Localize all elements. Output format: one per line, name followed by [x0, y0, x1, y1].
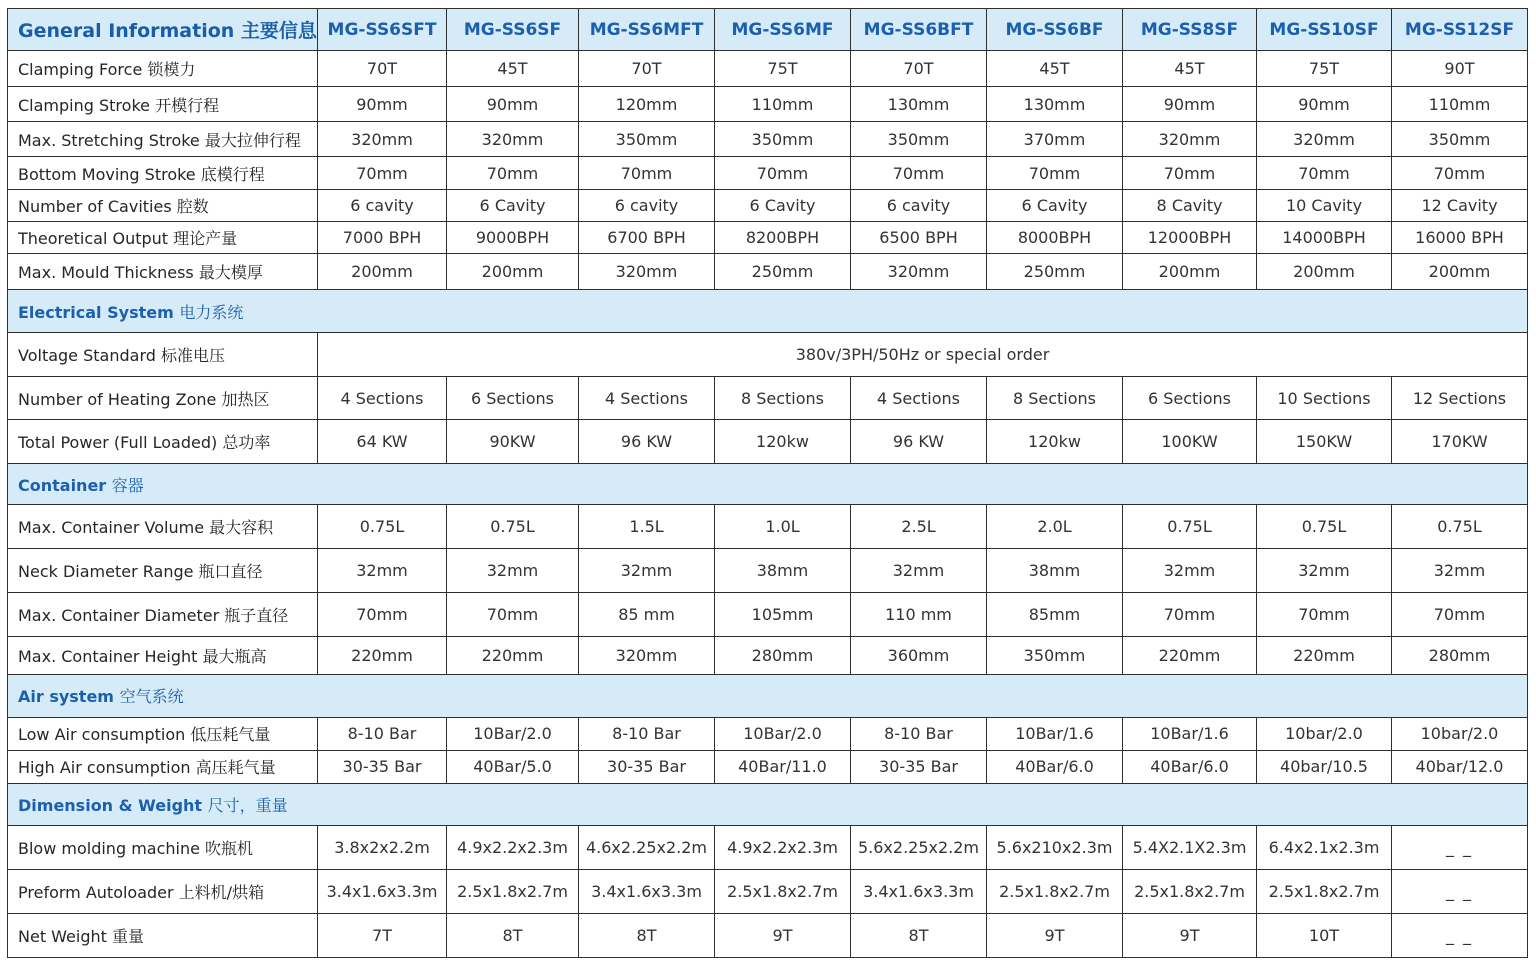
section-title-cn: 电力系统 [179, 302, 244, 322]
section-title-cn: 尺寸，重量 [207, 795, 288, 815]
cell-value: 120mm [579, 87, 715, 122]
cell-value: 10 Sections [1257, 377, 1392, 420]
table-row [8, 592, 1528, 636]
cell-value: 85 mm [579, 592, 715, 636]
cell-value: 90T [1392, 51, 1528, 87]
general-info-title: General Information 主要信息 [8, 9, 318, 51]
cell-value: 320mm [579, 636, 715, 674]
cell-value: 370mm [987, 122, 1123, 157]
section-title-en: Air system [18, 687, 114, 707]
section-header-air [8, 674, 1528, 717]
cell-value: 9T [715, 913, 851, 957]
cell-value: 7000 BPH [318, 222, 447, 254]
cell-value: 0.75L [1392, 505, 1528, 549]
row-label: Max. Mould Thickness 最大模厚 [8, 254, 318, 290]
table-row [8, 377, 1528, 420]
cell-value: 10Bar/1.6 [987, 717, 1123, 750]
cell-value: 320mm [579, 254, 715, 290]
cell-value: 8T [579, 913, 715, 957]
cell-value: 70T [851, 51, 987, 87]
cell-value: 4 Sections [318, 377, 447, 420]
cell-value: 70mm [1257, 592, 1392, 636]
row-label: Max. Stretching Stroke 最大拉伸行程 [8, 122, 318, 157]
cell-value: 120kw [987, 420, 1123, 464]
section-header-electrical [8, 290, 1528, 333]
cell-value: 4.9x2.2x2.3m [447, 825, 579, 869]
cell-value: 40Bar/6.0 [987, 750, 1123, 783]
cell-value: 100KW [1123, 420, 1257, 464]
table-row [8, 420, 1528, 464]
cell-value: 70mm [715, 157, 851, 190]
model-header: MG-SS12SF [1392, 9, 1528, 51]
cell-value: 2.5x1.8x2.7m [715, 869, 851, 913]
cell-value: 110mm [1392, 87, 1528, 122]
cell-value: 280mm [1392, 636, 1528, 674]
cell-value: 90mm [318, 87, 447, 122]
cell-value: 8000BPH [987, 222, 1123, 254]
cell-value: 110 mm [851, 592, 987, 636]
cell-value: 32mm [1392, 549, 1528, 592]
cell-value: 9T [987, 913, 1123, 957]
cell-value: 1.0L [715, 505, 851, 549]
spec-table [7, 8, 1528, 958]
cell-value: 350mm [987, 636, 1123, 674]
cell-value: 40bar/10.5 [1257, 750, 1392, 783]
cell-value: 64 KW [318, 420, 447, 464]
voltage-value: 380v/3PH/50Hz or special order [318, 333, 1528, 377]
cell-value: 40Bar/5.0 [447, 750, 579, 783]
cell-value: 8 Cavity [1123, 190, 1257, 222]
cell-value: 0.75L [447, 505, 579, 549]
table-row [8, 190, 1528, 222]
cell-value: 8-10 Bar [579, 717, 715, 750]
cell-value: 320mm [318, 122, 447, 157]
cell-value: 6.4x2.1x2.3m [1257, 825, 1392, 869]
cell-value: _ _ [1392, 825, 1528, 869]
cell-value: 200mm [1123, 254, 1257, 290]
cell-value: _ _ [1392, 869, 1528, 913]
cell-value: 2.5x1.8x2.7m [447, 869, 579, 913]
cell-value: 2.5x1.8x2.7m [987, 869, 1123, 913]
cell-value: 70mm [1123, 592, 1257, 636]
cell-value: 40bar/12.0 [1392, 750, 1528, 783]
cell-value: 70T [579, 51, 715, 87]
cell-value: 200mm [1257, 254, 1392, 290]
section-title-en: Dimension & Weight [18, 795, 203, 815]
cell-value: 32mm [318, 549, 447, 592]
cell-value: 350mm [1392, 122, 1528, 157]
cell-value: 2.0L [987, 505, 1123, 549]
cell-value: 32mm [447, 549, 579, 592]
row-label: Number of Heating Zone 加热区 [8, 377, 318, 420]
header-row [8, 9, 1528, 51]
cell-value: 6 cavity [318, 190, 447, 222]
cell-value: 70mm [1257, 157, 1392, 190]
table-row [8, 333, 1528, 377]
cell-value: 320mm [447, 122, 579, 157]
model-header: MG-SS6MF [715, 9, 851, 51]
cell-value: 32mm [1123, 549, 1257, 592]
cell-value: 90mm [1257, 87, 1392, 122]
cell-value: 75T [1257, 51, 1392, 87]
cell-value: 320mm [1123, 122, 1257, 157]
cell-value: 6 Cavity [447, 190, 579, 222]
cell-value: 30-35 Bar [318, 750, 447, 783]
section-title-cn: 空气系统 [119, 687, 184, 707]
model-header: MG-SS6SFT [318, 9, 447, 51]
table-row [8, 913, 1528, 957]
table-row [8, 549, 1528, 592]
cell-value: 120kw [715, 420, 851, 464]
table-row [8, 122, 1528, 157]
cell-value: 40Bar/11.0 [715, 750, 851, 783]
cell-value: 30-35 Bar [851, 750, 987, 783]
cell-value: 8 Sections [715, 377, 851, 420]
cell-value: 10Bar/1.6 [1123, 717, 1257, 750]
cell-value: 0.75L [1123, 505, 1257, 549]
cell-value: 250mm [987, 254, 1123, 290]
cell-value: 320mm [1257, 122, 1392, 157]
cell-value: 38mm [987, 549, 1123, 592]
cell-value: 350mm [851, 122, 987, 157]
table-row [8, 717, 1528, 750]
cell-value: 220mm [447, 636, 579, 674]
cell-value: 250mm [715, 254, 851, 290]
cell-value: 220mm [318, 636, 447, 674]
model-header: MG-SS6MFT [579, 9, 715, 51]
table-row [8, 825, 1528, 869]
row-label: Low Air consumption 低压耗气量 [8, 717, 318, 750]
cell-value: 8 Sections [987, 377, 1123, 420]
row-label: Bottom Moving Stroke 底模行程 [8, 157, 318, 190]
cell-value: 2.5x1.8x2.7m [1257, 869, 1392, 913]
section-title-en: Electrical System [18, 302, 174, 322]
cell-value: 6 cavity [579, 190, 715, 222]
cell-value: 38mm [715, 549, 851, 592]
section-header-container [8, 464, 1528, 505]
cell-value: 70mm [1123, 157, 1257, 190]
row-label: Net Weight 重量 [8, 913, 318, 957]
cell-value: 6 Cavity [987, 190, 1123, 222]
cell-value: 4 Sections [851, 377, 987, 420]
cell-value: 32mm [851, 549, 987, 592]
cell-value: 0.75L [318, 505, 447, 549]
cell-value: 6 Sections [1123, 377, 1257, 420]
table-row [8, 51, 1528, 87]
cell-value: 70mm [447, 592, 579, 636]
cell-value: 70mm [447, 157, 579, 190]
cell-value: 14000BPH [1257, 222, 1392, 254]
cell-value: 90KW [447, 420, 579, 464]
cell-value: 70mm [1392, 592, 1528, 636]
cell-value: 5.6x210x2.3m [987, 825, 1123, 869]
cell-value: 70mm [851, 157, 987, 190]
row-label: Clamping Force 锁模力 [8, 51, 318, 87]
table-row [8, 157, 1528, 190]
cell-value: 8-10 Bar [851, 717, 987, 750]
cell-value: 110mm [715, 87, 851, 122]
cell-value: 16000 BPH [1392, 222, 1528, 254]
table-row [8, 505, 1528, 549]
cell-value: 280mm [715, 636, 851, 674]
model-header: MG-SS6BF [987, 9, 1123, 51]
table-row [8, 869, 1528, 913]
section-title-en: Container [18, 475, 107, 495]
table-row [8, 222, 1528, 254]
table-row [8, 87, 1528, 122]
row-label: High Air consumption 高压耗气量 [8, 750, 318, 783]
row-label: Total Power (Full Loaded) 总功率 [8, 420, 318, 464]
cell-value: 10bar/2.0 [1257, 717, 1392, 750]
cell-value: 220mm [1257, 636, 1392, 674]
model-header: MG-SS6SF [447, 9, 579, 51]
cell-value: 90mm [447, 87, 579, 122]
cell-value: 32mm [1257, 549, 1392, 592]
cell-value: 70mm [1392, 157, 1528, 190]
row-label: Theoretical Output 理论产量 [8, 222, 318, 254]
model-header: MG-SS6BFT [851, 9, 987, 51]
cell-value: 3.4x1.6x3.3m [579, 869, 715, 913]
row-label: Max. Container Height 最大瓶高 [8, 636, 318, 674]
row-label: Voltage Standard 标准电压 [8, 333, 318, 377]
table-row [8, 254, 1528, 290]
section-header-dimension [8, 783, 1528, 825]
cell-value: 3.8x2x2.2m [318, 825, 447, 869]
section-title [8, 290, 1528, 333]
cell-value: 6 cavity [851, 190, 987, 222]
cell-value: 30-35 Bar [579, 750, 715, 783]
cell-value: 12000BPH [1123, 222, 1257, 254]
cell-value: 96 KW [579, 420, 715, 464]
section-title [8, 783, 1528, 825]
cell-value: 9T [1123, 913, 1257, 957]
table-row [8, 636, 1528, 674]
cell-value: 45T [987, 51, 1123, 87]
cell-value: 360mm [851, 636, 987, 674]
cell-value: 350mm [579, 122, 715, 157]
cell-value: 200mm [1392, 254, 1528, 290]
row-label: Number of Cavities 腔数 [8, 190, 318, 222]
cell-value: 10 Cavity [1257, 190, 1392, 222]
cell-value: 70T [318, 51, 447, 87]
cell-value: 10Bar/2.0 [715, 717, 851, 750]
cell-value: 350mm [715, 122, 851, 157]
section-title-cn: 容器 [111, 475, 144, 495]
cell-value: 70mm [579, 157, 715, 190]
cell-value: 5.4X2.1X2.3m [1123, 825, 1257, 869]
row-label: Max. Container Volume 最大容积 [8, 505, 318, 549]
cell-value: 8200BPH [715, 222, 851, 254]
cell-value: 3.4x1.6x3.3m [851, 869, 987, 913]
cell-value: 2.5x1.8x2.7m [1123, 869, 1257, 913]
row-label: Neck Diameter Range 瓶口直径 [8, 549, 318, 592]
cell-value: 6500 BPH [851, 222, 987, 254]
cell-value: 4 Sections [579, 377, 715, 420]
cell-value: 0.75L [1257, 505, 1392, 549]
row-label: Blow molding machine 吹瓶机 [8, 825, 318, 869]
cell-value: 320mm [851, 254, 987, 290]
cell-value: 3.4x1.6x3.3m [318, 869, 447, 913]
cell-value: 150KW [1257, 420, 1392, 464]
cell-value: 130mm [987, 87, 1123, 122]
cell-value: 10bar/2.0 [1392, 717, 1528, 750]
cell-value: 70mm [318, 592, 447, 636]
cell-value: 7T [318, 913, 447, 957]
cell-value: 5.6x2.25x2.2m [851, 825, 987, 869]
cell-value: 4.9x2.2x2.3m [715, 825, 851, 869]
model-header: MG-SS10SF [1257, 9, 1392, 51]
cell-value: 220mm [1123, 636, 1257, 674]
cell-value: 8T [447, 913, 579, 957]
cell-value: _ _ [1392, 913, 1528, 957]
row-label: Max. Container Diameter 瓶子直径 [8, 592, 318, 636]
section-title [8, 464, 1528, 505]
row-label: Preform Autoloader 上料机/烘箱 [8, 869, 318, 913]
cell-value: 130mm [851, 87, 987, 122]
cell-value: 200mm [318, 254, 447, 290]
cell-value: 105mm [715, 592, 851, 636]
cell-value: 75T [715, 51, 851, 87]
cell-value: 170KW [1392, 420, 1528, 464]
cell-value: 12 Cavity [1392, 190, 1528, 222]
cell-value: 32mm [579, 549, 715, 592]
cell-value: 45T [447, 51, 579, 87]
cell-value: 96 KW [851, 420, 987, 464]
table-row [8, 750, 1528, 783]
cell-value: 70mm [318, 157, 447, 190]
cell-value: 45T [1123, 51, 1257, 87]
cell-value: 12 Sections [1392, 377, 1528, 420]
cell-value: 8-10 Bar [318, 717, 447, 750]
cell-value: 6700 BPH [579, 222, 715, 254]
cell-value: 85mm [987, 592, 1123, 636]
cell-value: 6 Sections [447, 377, 579, 420]
cell-value: 40Bar/6.0 [1123, 750, 1257, 783]
row-label: Clamping Stroke 开模行程 [8, 87, 318, 122]
cell-value: 1.5L [579, 505, 715, 549]
cell-value: 10Bar/2.0 [447, 717, 579, 750]
cell-value: 10T [1257, 913, 1392, 957]
cell-value: 200mm [447, 254, 579, 290]
cell-value: 70mm [987, 157, 1123, 190]
model-header: MG-SS8SF [1123, 9, 1257, 51]
cell-value: 90mm [1123, 87, 1257, 122]
cell-value: 8T [851, 913, 987, 957]
cell-value: 9000BPH [447, 222, 579, 254]
cell-value: 6 Cavity [715, 190, 851, 222]
cell-value: 2.5L [851, 505, 987, 549]
cell-value: 4.6x2.25x2.2m [579, 825, 715, 869]
section-title [8, 674, 1528, 717]
